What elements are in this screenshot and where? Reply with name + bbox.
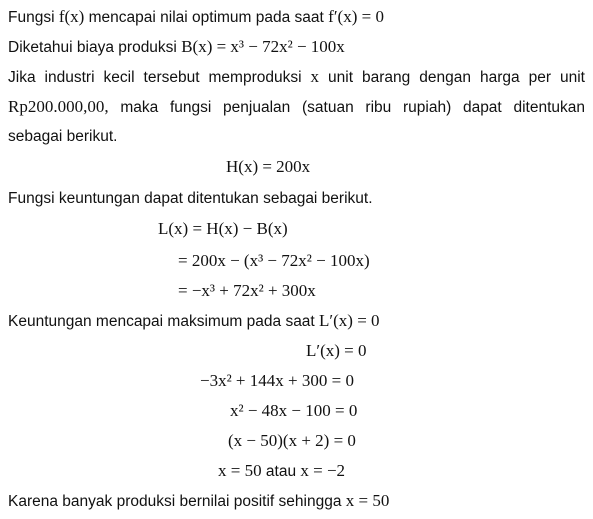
final-answer: x = 50 bbox=[345, 491, 390, 510]
derivative-condition: f′(x) = 0 bbox=[328, 7, 384, 26]
maximum-condition-line bbox=[8, 310, 380, 333]
text: Fungsi keuntungan dapat ditentukan sebagai berikut. bbox=[8, 190, 373, 207]
conclusion-line bbox=[8, 490, 389, 513]
equation-step-4: (x − 50)(x + 2) = 0 bbox=[228, 431, 356, 450]
solution-2: x = −2 bbox=[300, 461, 346, 480]
function-notation: f(x) bbox=[58, 7, 85, 26]
profit-intro-line bbox=[8, 188, 373, 210]
problem-line-2 bbox=[8, 96, 585, 119]
profit-definition: L(x) = H(x) − B(x) bbox=[158, 219, 288, 238]
problem-line-3 bbox=[8, 126, 117, 148]
price-value: Rp200.000,00, bbox=[8, 97, 109, 116]
profit-step-2: = −x³ + 72x² + 300x bbox=[178, 281, 316, 300]
profit-step-1: = 200x − (x³ − 72x² − 100x) bbox=[178, 251, 370, 270]
text: sebagai berikut. bbox=[8, 128, 118, 145]
text: Fungsi bbox=[8, 9, 59, 26]
text: Karena banyak produksi bernilai positif sehingga bbox=[8, 493, 346, 510]
text: Diketahui biaya produksi bbox=[8, 39, 182, 56]
equation-step-3: x² − 48x − 100 = 0 bbox=[230, 401, 358, 420]
variable-x: x bbox=[310, 67, 320, 86]
solution-1: x = 50 bbox=[218, 461, 262, 480]
profit-derivative-condition: L′(x) = 0 bbox=[319, 311, 380, 330]
text: maka fungsi penjualan (satuan ribu rupiah) dapat ditentukan bbox=[108, 99, 585, 116]
equation-step-1: L′(x) = 0 bbox=[306, 341, 367, 360]
text: mencapai nilai optimum pada saat bbox=[84, 9, 329, 26]
text: atau bbox=[261, 463, 301, 480]
optimum-condition-line bbox=[8, 6, 384, 29]
solutions-line bbox=[218, 460, 345, 483]
problem-line-1 bbox=[8, 66, 585, 89]
text: unit barang dengan harga per unit bbox=[319, 69, 585, 86]
text: Keuntungan mencapai maksimum pada saat bbox=[8, 313, 320, 330]
cost-function: B(x) = x³ − 72x² − 100x bbox=[181, 37, 345, 56]
equation-step-2: −3x² + 144x + 300 = 0 bbox=[200, 371, 354, 390]
cost-function-line bbox=[8, 36, 345, 59]
revenue-function: H(x) = 200x bbox=[226, 157, 311, 176]
text: Jika industri kecil tersebut memproduksi bbox=[8, 69, 311, 86]
